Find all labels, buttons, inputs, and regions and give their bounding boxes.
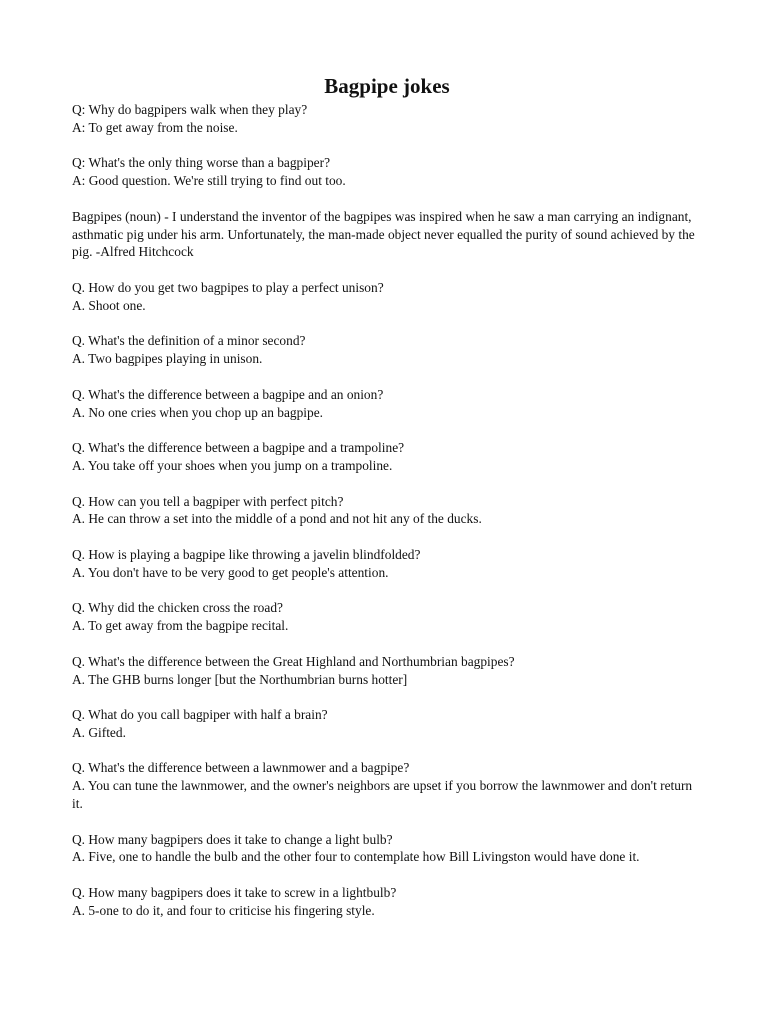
joke-block-8 — [72, 493, 702, 529]
joke-block-13 — [72, 759, 702, 812]
joke-answer: A. Two bagpipes playing in unison. — [72, 351, 263, 367]
joke-question: Q. How is playing a bagpipe like throwing a javelin blindfolded? — [72, 546, 421, 562]
joke-block-1 — [72, 101, 702, 137]
joke-answer: A. Five, one to handle the bulb and the other four to contemplate how Bill Livingston would have done it. — [72, 849, 640, 865]
document-title: Bagpipe jokes — [324, 74, 450, 98]
joke-block-12 — [72, 706, 702, 742]
joke-question: Q. What's the definition of a minor second? — [72, 333, 306, 349]
joke-block-4 — [72, 279, 702, 315]
joke-question: Q. How many bagpipers does it take to change a light bulb? — [72, 831, 393, 847]
joke-question: Q: Why do bagpipers walk when they play? — [72, 102, 308, 117]
joke-answer: A. The GHB burns longer [but the Northumbrian burns hotter] — [72, 671, 408, 687]
joke-question: Q. What's the difference between a bagpipe and an onion? — [72, 386, 384, 402]
joke-block-11 — [72, 653, 702, 689]
joke-answer: A. 5-one to do it, and four to criticise his fingering style. — [72, 902, 375, 918]
joke-answer: A. No one cries when you chop up an bagpipe. — [72, 404, 324, 420]
joke-answer: A. You can tune the lawnmower, and the owner's neighbors are upset if you borrow the lawnmower and don't return it. — [72, 778, 693, 812]
joke-block-3 — [72, 208, 702, 261]
joke-block-9 — [72, 546, 702, 582]
joke-paragraph: Bagpipes (noun) - I understand the inventor of the bagpipes was inspired when he saw a man carrying an indignant, asthmatic pig under his arm. Unfortunately, the man-made object never equalled the purity of sound achieved by the pig. -Alfred Hitchcock — [72, 208, 695, 260]
joke-question: Q. What's the difference between the Great Highland and Northumbrian bagpipes? — [72, 653, 515, 669]
joke-answer: A. He can throw a set into the middle of a pond and not hit any of the ducks. — [72, 511, 482, 527]
joke-block-14 — [72, 831, 702, 867]
joke-block-2 — [72, 154, 702, 190]
joke-answer: A. To get away from the bagpipe recital. — [72, 618, 289, 634]
joke-answer: A: Good question. We're still trying to find out too. — [72, 173, 346, 189]
joke-block-6 — [72, 386, 702, 422]
joke-question: Q. How can you tell a bagpiper with perfect pitch? — [72, 493, 344, 509]
joke-block-10 — [72, 599, 702, 635]
joke-question: Q. Why did the chicken cross the road? — [72, 600, 283, 616]
joke-answer: A. You don't have to be very good to get people's attention. — [72, 564, 389, 580]
joke-question: Q. What's the difference between a lawnmower and a bagpipe? — [72, 760, 410, 776]
joke-block-5 — [72, 332, 702, 368]
joke-answer: A: To get away from the noise. — [72, 119, 238, 135]
joke-answer: A. Gifted. — [72, 724, 126, 740]
joke-question: Q. What do you call bagpiper with half a brain? — [72, 707, 328, 723]
joke-question: Q. How many bagpipers does it take to screw in a lightbulb? — [72, 885, 397, 901]
joke-block-15 — [72, 884, 702, 920]
joke-answer: A. Shoot one. — [72, 297, 146, 313]
joke-question: Q. What's the difference between a bagpipe and a trampoline? — [72, 440, 405, 456]
joke-block-7 — [72, 439, 702, 475]
joke-question: Q. How do you get two bagpipes to play a perfect unison? — [72, 279, 384, 295]
joke-answer: A. You take off your shoes when you jump on a trampoline. — [72, 457, 393, 473]
joke-question: Q: What's the only thing worse than a bagpiper? — [72, 155, 331, 171]
document-page — [72, 72, 702, 937]
